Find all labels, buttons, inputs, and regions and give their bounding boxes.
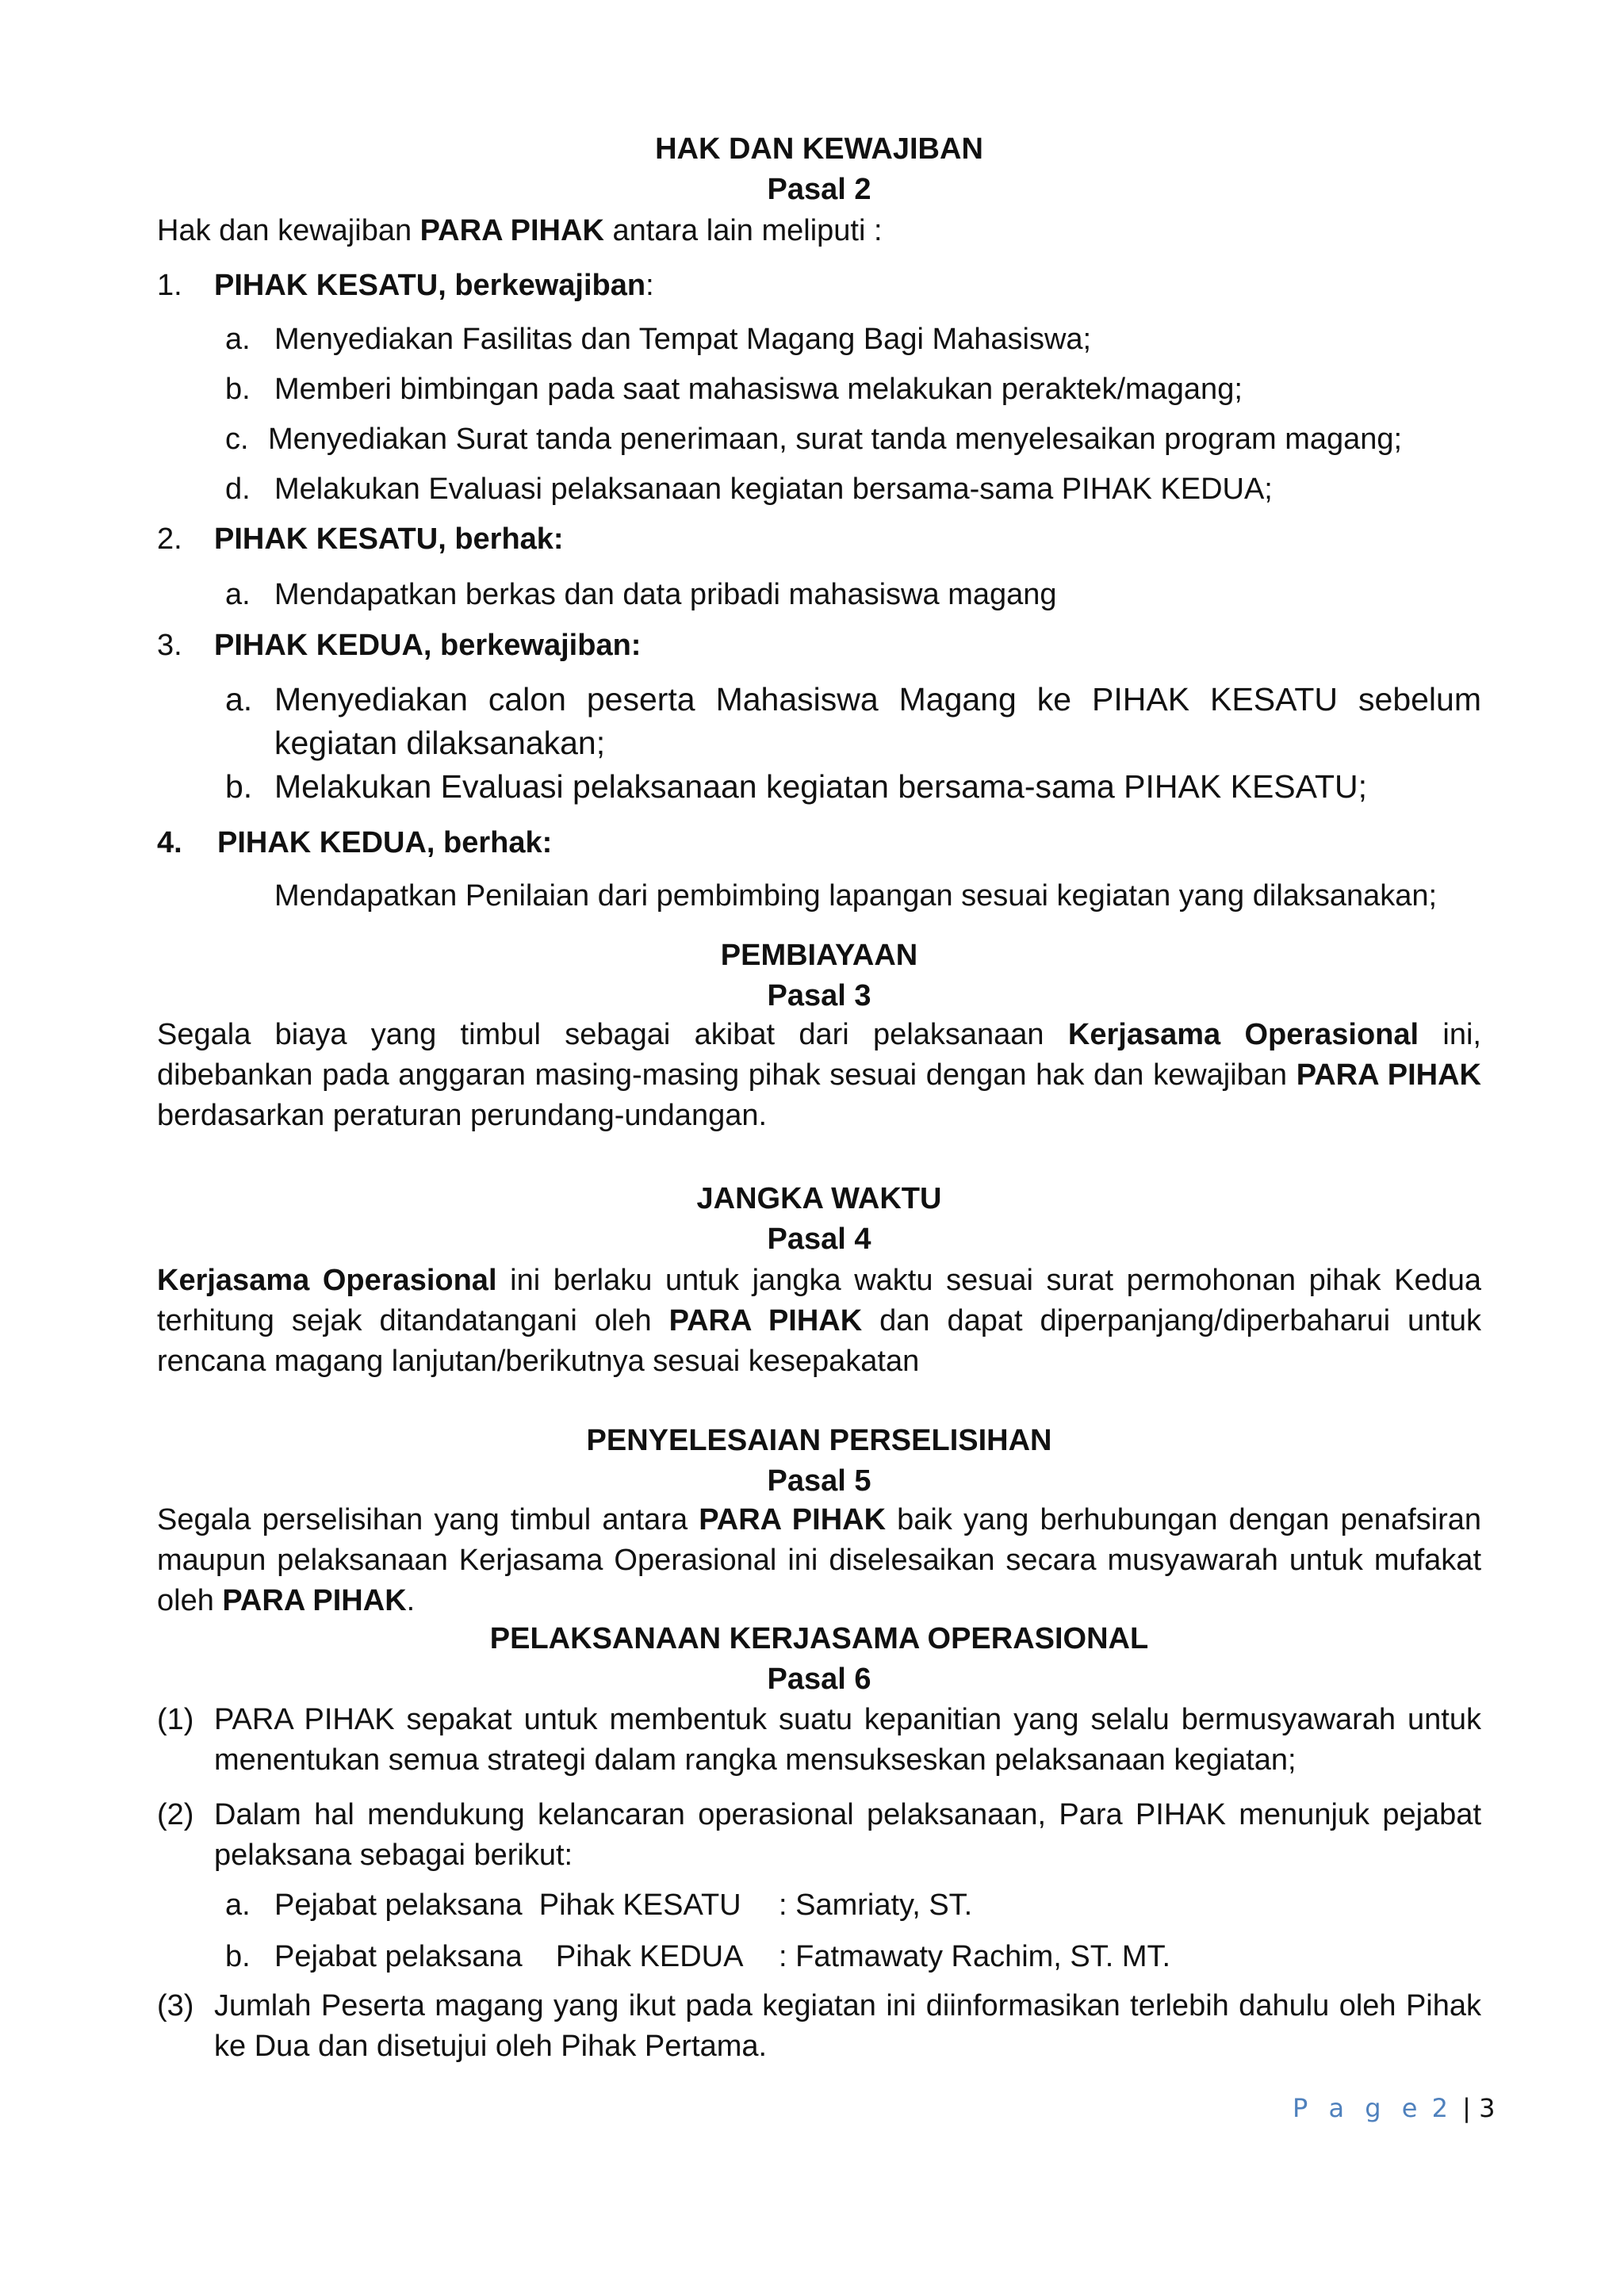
text: baik yang berhubungan dengan penafsiran maupun pelaksanaan Kerjasama Operasional ini diselesaikan secara musyawarah untuk mufakat oleh — [157, 1503, 1481, 1617]
text: ini berlaku untuk jangka waktu sesuai surat permohonan pihak Kedua terhitung sejak ditandatangani oleh — [157, 1264, 1481, 1337]
sub-item — [225, 320, 1481, 359]
sub-item — [225, 469, 1481, 509]
page-total: 3 — [1479, 2093, 1496, 2123]
sub-letter: c. — [225, 423, 249, 456]
sub-text: Mendapatkan berkas dan data pribadi mahasiswa magang — [274, 578, 1057, 611]
list-item-2 — [157, 519, 1481, 559]
text: Segala perselisihan yang timbul antara — [157, 1503, 699, 1536]
official-role: Pejabat pelaksana Pihak KESATU — [274, 1888, 741, 1922]
text: antara lain meliputi : — [603, 214, 883, 247]
sub-item — [225, 678, 1481, 765]
official-row-b — [225, 1937, 1170, 1976]
official-role: Pejabat pelaksana Pihak KEDUA — [274, 1940, 744, 1973]
pasal-label: Pasal 2 — [767, 173, 871, 206]
text: . — [406, 1584, 416, 1617]
sub-text: Menyediakan calon peserta Mahasiswa Magang ke PIHAK KESATU sebelum kegiatan dilaksanakan; — [274, 681, 1481, 761]
text: Segala biaya yang timbul sebagai akibat dari pelaksanaan — [157, 1018, 1068, 1051]
paragraph-pasal-5 — [157, 1500, 1481, 1621]
sub-text: Melakukan Evaluasi pelaksanaan kegiatan bersama-sama PIHAK KESATU; — [274, 768, 1367, 805]
item-heading: PIHAK KESATU, berkewajiban — [214, 269, 646, 302]
text: berdasarkan peraturan perundang-undangan. — [157, 1099, 768, 1132]
bold-text: PARA PIHAK — [668, 1304, 863, 1337]
item-heading: PIHAK KEDUA, berhak: — [217, 826, 553, 859]
bold-text: PARA PIHAK — [699, 1503, 887, 1536]
item-text: Dalam hal mendukung kelancaran operasional pelaksanaan, Para PIHAK menunjuk pejabat pelaksana sebagai berikut: — [214, 1798, 1481, 1872]
item-heading: PIHAK KEDUA, berkewajiban: — [214, 629, 642, 662]
list-item-4 — [157, 823, 1481, 863]
pasal-label: Pasal 3 — [767, 979, 871, 1012]
item-number: (2) — [157, 1798, 194, 1831]
text: : — [645, 269, 654, 302]
heading: HAK DAN KEWAJIBAN — [655, 132, 983, 166]
numbered-item-1 — [157, 1700, 1481, 1781]
item-text: Jumlah Peserta magang yang ikut pada kegiatan ini diinformasikan terlebih dahulu oleh Pihak ke Dua dan disetujui oleh Pihak Pertama. — [214, 1989, 1481, 2063]
sub-letter: a. — [225, 681, 253, 718]
sub-text: Memberi bimbingan pada saat mahasiswa melakukan peraktek/magang; — [274, 373, 1243, 406]
bold-text: Kerjasama Operasional — [157, 1264, 497, 1297]
page-footer — [1293, 2093, 1495, 2123]
section-title-pelaksanaan — [157, 1619, 1481, 1700]
paragraph-pasal-4 — [157, 1261, 1481, 1382]
item-number: 3. — [157, 629, 182, 662]
section-title-pembiayaan — [157, 936, 1481, 1016]
pasal-label: Pasal 5 — [767, 1464, 871, 1498]
item-number: 4. — [157, 826, 182, 859]
sub-item — [225, 369, 1481, 409]
list-item-3 — [157, 626, 1481, 665]
sub-letter: b. — [225, 373, 251, 406]
item-number: (1) — [157, 1703, 194, 1736]
text: ini, dibebankan pada anggaran masing-masing pihak sesuai dengan hak dan kewajiban — [157, 1018, 1481, 1092]
official-name: : Samriaty, ST. — [779, 1888, 973, 1922]
text: Hak dan kewajiban — [157, 214, 420, 247]
sub-item — [225, 575, 1481, 614]
item-text: PARA PIHAK sepakat untuk membentuk suatu kepanitian yang selalu bermusyawarah untuk menentukan semua strategi dalam rangka mensukseskan pelaksanaan kegiatan; — [214, 1703, 1481, 1777]
list-item-1 — [157, 266, 1481, 305]
item-number: 1. — [157, 269, 182, 302]
sub-letter: b. — [225, 768, 253, 805]
numbered-item-2 — [157, 1795, 1481, 1876]
sub-letter: a. — [225, 1888, 251, 1922]
heading: PENYELESAIAN PERSELISIHAN — [586, 1424, 1052, 1457]
pasal-label: Pasal 4 — [767, 1223, 871, 1256]
page-label: P a g e — [1293, 2093, 1424, 2123]
item-heading: PIHAK KESATU, berhak: — [214, 522, 564, 556]
page-separator: | — [1462, 2093, 1471, 2123]
intro-paragraph — [157, 211, 1481, 251]
official-row-a — [225, 1885, 972, 1925]
item-number: (3) — [157, 1989, 194, 2022]
section-title-hak-kewajiban — [157, 129, 1481, 210]
sub-text: Menyediakan Fasilitas dan Tempat Magang Bagi Mahasiswa; — [274, 323, 1092, 356]
paragraph-pasal-3 — [157, 1015, 1481, 1136]
sub-item — [225, 765, 1481, 809]
item-4-text: Mendapatkan Penilaian dari pembimbing lapangan sesuai kegiatan yang dilaksanakan; — [274, 879, 1438, 913]
sub-letter: a. — [225, 578, 251, 611]
numbered-item-3 — [157, 1986, 1481, 2067]
sub-text: Melakukan Evaluasi pelaksanaan kegiatan bersama-sama PIHAK KEDUA; — [274, 473, 1273, 506]
heading: JANGKA WAKTU — [696, 1182, 942, 1215]
heading: PELAKSANAAN KERJASAMA OPERASIONAL — [489, 1622, 1149, 1655]
bold-text: PARA PIHAK — [1296, 1058, 1482, 1092]
heading: PEMBIAYAAN — [720, 939, 918, 972]
official-name: : Fatmawaty Rachim, ST. MT. — [779, 1940, 1171, 1973]
sub-letter: a. — [225, 323, 251, 356]
bold-text: PARA PIHAK — [222, 1584, 407, 1617]
sub-text: Menyediakan Surat tanda penerimaan, surat tanda menyelesaikan program magang; — [268, 423, 1403, 456]
section-title-jangka-waktu — [157, 1179, 1481, 1260]
section-title-penyelesaian — [157, 1421, 1481, 1502]
text: dan dapat diperpanjang/diperbaharui untuk rencana magang lanjutan/berikutnya sesuai kesepakatan — [157, 1304, 1481, 1378]
page-number: 2 — [1431, 2093, 1454, 2123]
sub-letter: d. — [225, 473, 251, 506]
item-number: 2. — [157, 522, 182, 556]
pasal-label: Pasal 6 — [767, 1663, 871, 1696]
bold-text: Kerjasama Operasional — [1067, 1018, 1419, 1051]
bold-text: PARA PIHAK — [419, 214, 604, 247]
sub-letter: b. — [225, 1940, 251, 1973]
sub-item — [225, 419, 1481, 459]
